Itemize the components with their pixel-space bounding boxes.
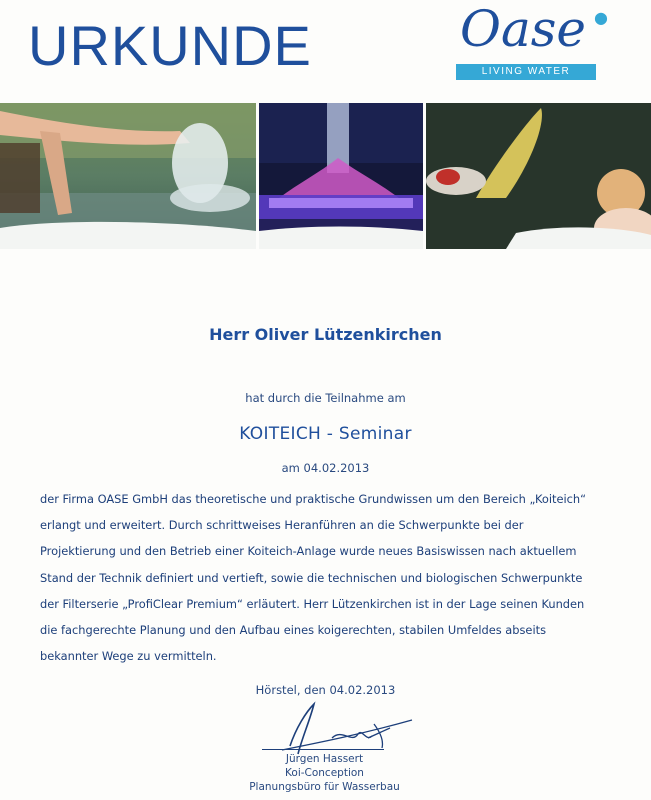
seminar-date: am 04.02.2013 [281,461,370,475]
body-line: die fachgerechte Planung und den Aufbau eines koigerechten, stabilen Umfeldes abseits [40,623,547,638]
pond-splash-photo [0,103,256,249]
logo-tagline: LIVING WATER [456,64,596,80]
body-line: Projektierung und den Betrieb einer Koiteich-Anlage wurde neues Basiswissen nach aktuellem [40,544,577,559]
signer-name: Jürgen Hassert [285,753,364,765]
recipient-name: Herr Oliver Lützenkirchen [209,325,442,344]
photo-strip [0,103,651,249]
signature-line [262,749,384,750]
seminar-title: KOITEICH - Seminar [239,424,412,444]
illuminated-fountain-photo [259,103,423,249]
body-line: der Firma OASE GmbH das theoretische und praktische Grundwissen um den Bereich „Koiteich“ [40,492,587,506]
koi-fish-photo [426,103,651,249]
certificate-title: URKUNDE [28,14,312,77]
signer-company: Koi-Conception [285,767,364,779]
certificate-body [40,486,614,669]
signer-role: Planungsbüro für Wasserbau [249,781,400,793]
logo-wordmark: Oase [459,0,587,58]
body-line: erlangt und erweitert. Durch schrittweises Heranführen an die Schwerpunkte bei der [40,518,524,533]
place-date: Hörstel, den 04.02.2013 [255,683,396,697]
oase-logo [438,0,608,84]
intro-text: hat durch die Teilnahme am [245,391,406,405]
body-line: bekannter Wege zu vermitteln. [40,649,217,664]
body-line: der Filterserie „ProfiClear Premium“ erläutert. Herr Lützenkirchen ist in der Lage seinen Kunden [40,596,585,611]
signer-block [232,752,417,794]
body-line: Stand der Technik definiert und vertieft, sowie die technischen und biologischen Schwerpunkte [40,570,583,585]
water-drop-icon: ● [594,8,608,27]
